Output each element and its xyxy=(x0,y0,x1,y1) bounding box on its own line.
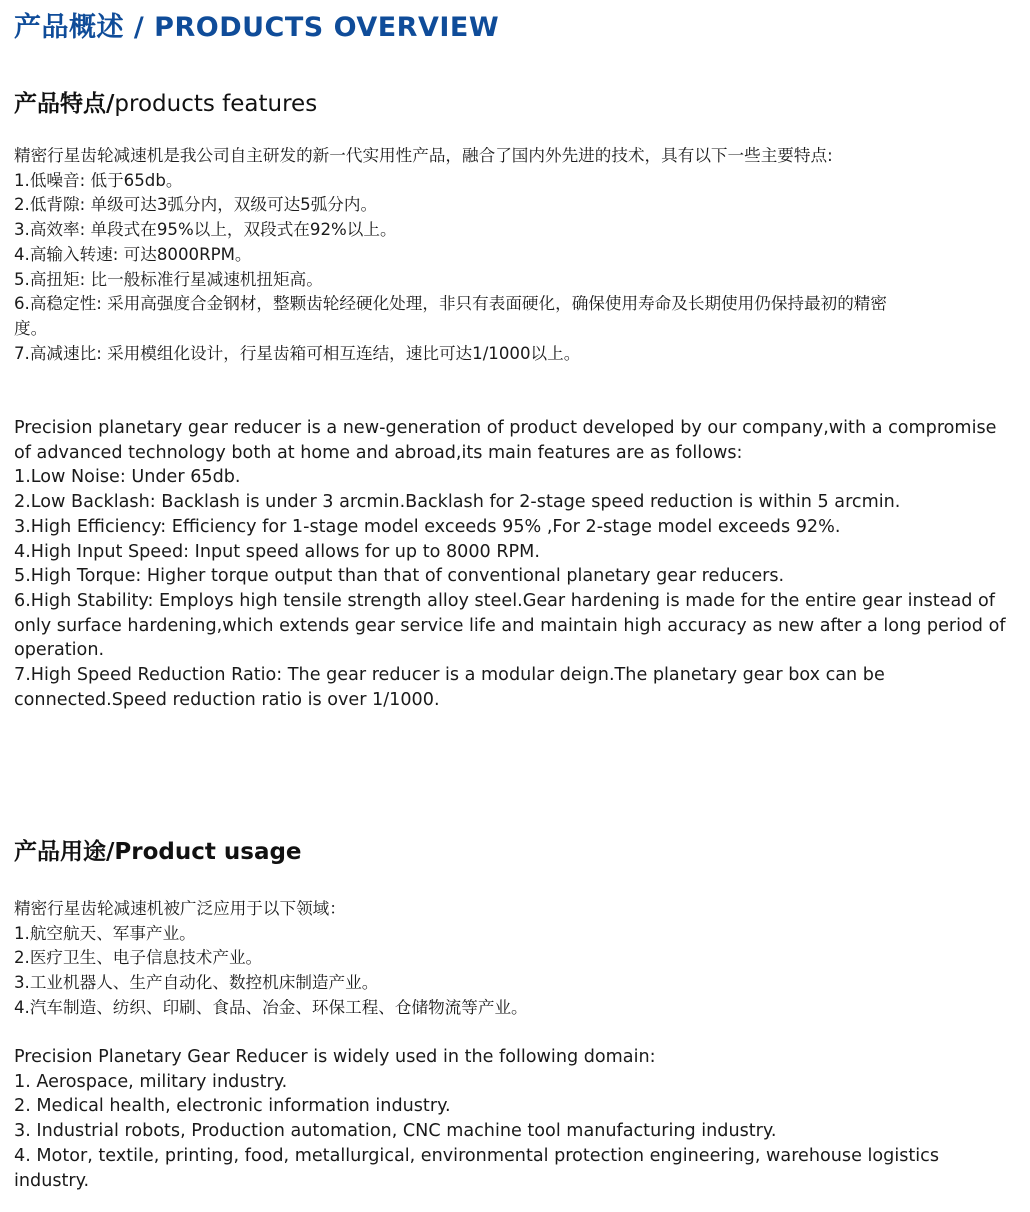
features-cn-line: 4.高输入转速: 可达8000RPM。 xyxy=(14,244,252,264)
features-cn-line: 3.高效率: 单段式在95%以上，双段式在92%以上。 xyxy=(14,220,397,240)
usage-en-line: industry. xyxy=(14,1170,90,1191)
features-cn-line: 精密行星齿轮减速机是我公司自主研发的新一代实用性产品，融合了国内外先进的技术，具有以下一些主要特点: xyxy=(14,146,833,165)
features-cn-line: 1.低噪音: 低于65db。 xyxy=(14,170,183,190)
usage-cn-line: 2.医疗卫生、电子信息技术产业。 xyxy=(14,948,263,968)
features-en-line: of advanced technology both at home and abroad,its main features are as follows: xyxy=(14,442,743,463)
usage-cn-line: 精密行星齿轮减速机被广泛应用于以下领域： xyxy=(14,899,346,918)
features-en-line: 2.Low Backlash: Backlash is under 3 arcmin.Backlash for 2-stage speed reduction is within 5 arcmin. xyxy=(14,492,901,513)
features-en-line: connected.Speed reduction ratio is over 1/1000. xyxy=(14,689,440,710)
usage-cn-line: 3.工业机器人、生产自动化、数控机床制造产业。 xyxy=(14,973,379,993)
usage-cn-line: 4.汽车制造、纺织、印刷、食品、冶金、环保工程、仓储物流等产业。 xyxy=(14,997,528,1017)
features-cn-line: 度。 xyxy=(14,318,48,338)
usage-en-line: 1. Aerospace, military industry. xyxy=(14,1071,288,1092)
features-en-line: 7.High Speed Reduction Ratio: The gear reducer is a modular deign.The planetary gear box can be xyxy=(14,665,885,686)
usage-cn-text xyxy=(14,897,1020,1021)
usage-heading xyxy=(14,836,302,868)
features-heading-en: products features xyxy=(114,91,318,117)
features-en-line: 4.High Input Speed: Input speed allows for up to 8000 RPM. xyxy=(14,541,540,562)
features-heading-zh: 产品特点/ xyxy=(14,91,115,117)
usage-heading-zh: 产品用途/ xyxy=(14,839,115,865)
features-cn-text xyxy=(14,144,1020,366)
features-cn-line: 7.高减速比: 采用模组化设计，行星齿箱可相互连结，速比可达1/1000以上。 xyxy=(14,343,581,363)
features-cn-line: 5.高扭矩: 比一般标准行星减速机扭矩高。 xyxy=(14,269,323,289)
usage-en-line: 4. Motor, textile, printing, food, metallurgical, environmental protection engineering, warehouse logistics xyxy=(14,1145,940,1166)
features-en-line: Precision planetary gear reducer is a new-generation of product developed by our company,with a compromise xyxy=(14,418,997,438)
features-en-text xyxy=(14,416,1020,712)
usage-en-line: 3. Industrial robots, Production automation, CNC machine tool manufacturing industry. xyxy=(14,1121,777,1142)
features-en-line: 6.High Stability: Employs high tensile strength alloy steel.Gear hardening is made for the entire gear instead of xyxy=(14,590,996,611)
usage-en-line: Precision Planetary Gear Reducer is widely used in the following domain: xyxy=(14,1047,656,1067)
features-cn-line: 6.高稳定性: 采用高强度合金钢材，整颗齿轮经硬化处理，非只有表面硬化，确保使用寿命及长期使用仍保持最初的精密 xyxy=(14,294,887,314)
usage-cn-line: 1.航空航天、军事产业。 xyxy=(14,923,196,943)
features-en-line: 3.High Efficiency: Efficiency for 1-stage model exceeds 95% ,For 2-stage model exceeds 92%. xyxy=(14,516,841,537)
features-en-line: only surface hardening,which extends gear service life and maintain high accuracy as new after a long period of xyxy=(14,615,1006,636)
usage-en-line: 2. Medical health, electronic information industry. xyxy=(14,1096,451,1117)
usage-heading-en: Product usage xyxy=(114,839,302,865)
features-en-line: 1.Low Noise: Under 65db. xyxy=(14,467,241,488)
page-title: 产品概述 / PRODUCTS OVERVIEW xyxy=(14,12,500,43)
features-heading xyxy=(14,88,317,120)
features-en-line: 5.High Torque: Higher torque output than that of conventional planetary gear reducers. xyxy=(14,566,785,587)
features-cn-line: 2.低背隙: 单级可达3弧分内，双级可达5弧分内。 xyxy=(14,195,378,215)
features-en-line: operation. xyxy=(14,640,105,661)
usage-en-text xyxy=(14,1045,1020,1193)
